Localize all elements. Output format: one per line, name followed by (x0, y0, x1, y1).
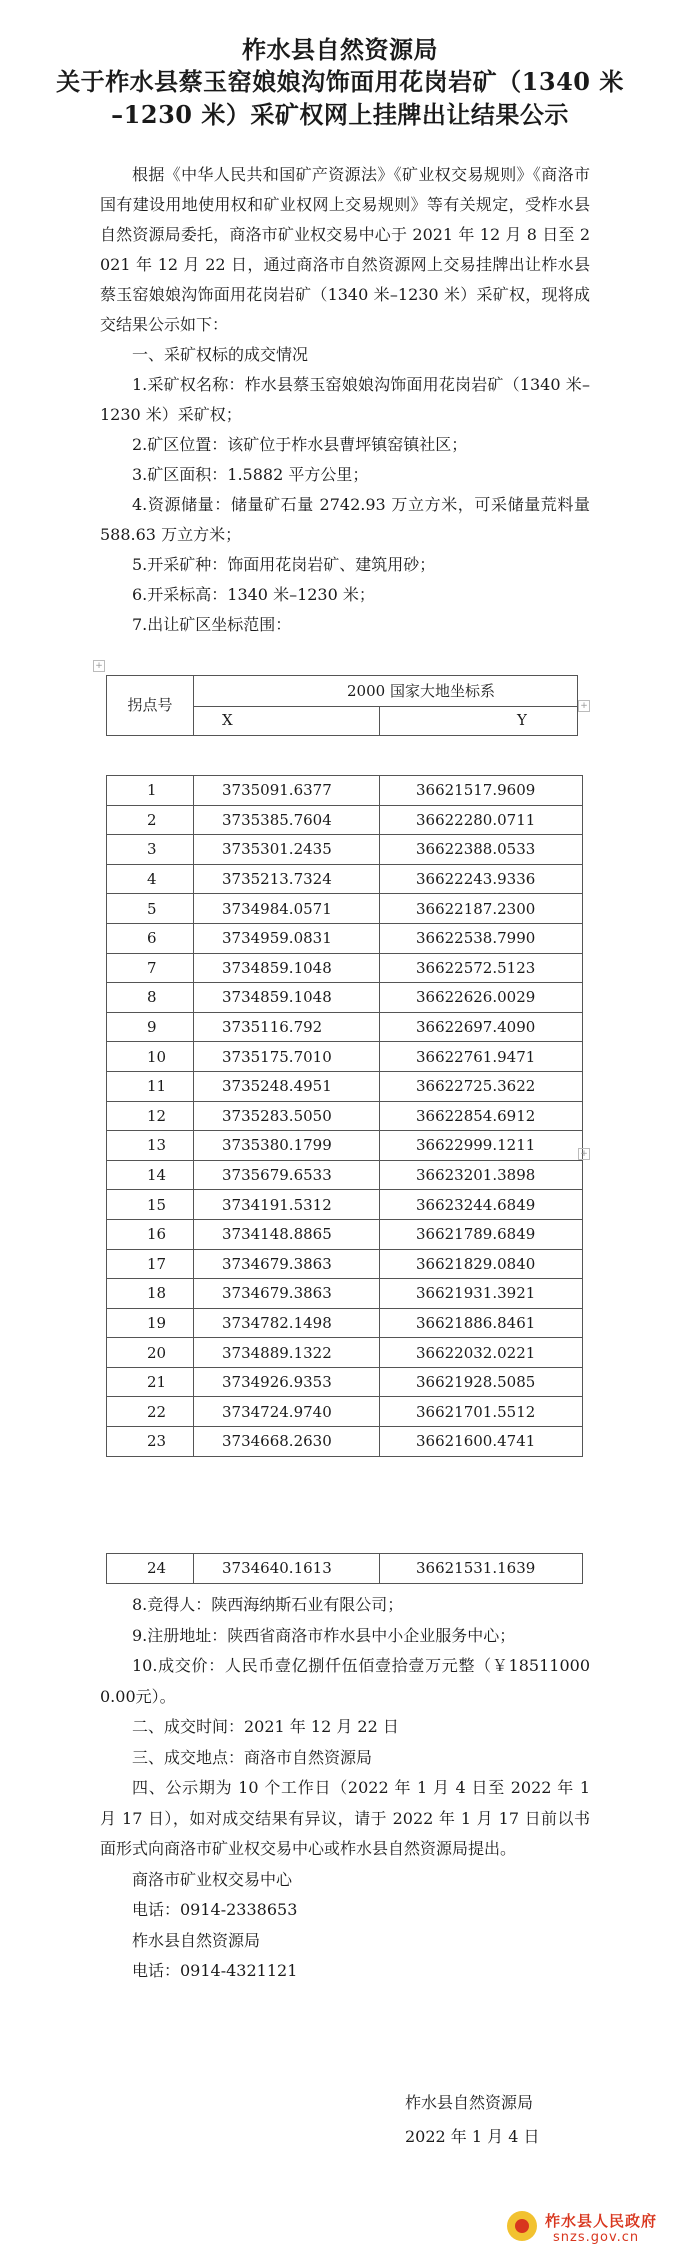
y-coordinate: 36622725.3622 (380, 1071, 583, 1101)
table-row (107, 776, 583, 806)
table-row (107, 1554, 583, 1584)
y-coordinate: 36622697.4090 (380, 1012, 583, 1042)
table-row (107, 1249, 583, 1279)
point-number: 7 (107, 953, 194, 983)
x-coordinate: 3734959.0831 (194, 923, 380, 953)
point-number: 24 (107, 1554, 194, 1584)
x-coordinate: 3735283.5050 (194, 1101, 380, 1131)
table-row (107, 1279, 583, 1309)
table-row (107, 1160, 583, 1190)
point-number: 13 (107, 1131, 194, 1161)
table-row (107, 983, 583, 1013)
table-row (107, 1071, 583, 1101)
table-row (107, 1012, 583, 1042)
y-coordinate: 36621701.5512 (380, 1397, 583, 1427)
y-coordinate: 36621789.6849 (380, 1219, 583, 1249)
y-coordinate: 36622032.0221 (380, 1338, 583, 1368)
table-move-handle-icon[interactable]: + (93, 660, 105, 672)
signature-org: 柞水县自然资源局 (405, 2093, 534, 2112)
section-heading-3: 三、成交地点：商洛市自然资源局 (132, 1747, 373, 1767)
point-number: 16 (107, 1219, 194, 1249)
table-row (107, 953, 583, 983)
table-row (107, 1042, 583, 1072)
point-number: 18 (107, 1279, 194, 1309)
table-row (107, 923, 583, 953)
item-7: 7.出让矿区坐标范围： (132, 615, 292, 634)
point-number: 14 (107, 1160, 194, 1190)
table-row (107, 1131, 583, 1161)
point-number: 1 (107, 776, 194, 806)
point-number: 10 (107, 1042, 194, 1072)
y-coordinate: 36622243.9336 (380, 864, 583, 894)
header-point-label: 拐点号 (107, 676, 194, 735)
table-add-column-icon[interactable]: + (578, 1148, 590, 1160)
intro-paragraph: 根据《中华人民共和国矿产资源法》《矿业权交易规则》《商洛市国有建设用地使用权和矿业权网上交易规则》等有关规定，受柞水县自然资源局委托，商洛市矿业权交易中心于 2021 年 12 月 8 日至 2021 年 12 月 22 日，通过商洛市自然资源网上交易挂牌出让柞水县蔡玉窑娘娘沟饰面用花岗岩矿（1340 米–1230 米）采矿权，现将成交结果公示如下： (100, 165, 590, 334)
x-coordinate: 3734679.3863 (194, 1249, 380, 1279)
government-watermark (507, 2203, 677, 2253)
item-10: 10.成交价：人民币壹亿捌仟伍佰壹拾壹万元整（￥185110000.00元）。 (100, 1656, 590, 1706)
y-coordinate: 36622538.7990 (380, 923, 583, 953)
item-3: 3.矿区面积：1.5882 平方公里； (132, 465, 369, 484)
item-2: 2.矿区位置：该矿位于柞水县曹坪镇窑镇社区； (132, 435, 468, 454)
x-coordinate: 3734889.1322 (194, 1338, 380, 1368)
y-coordinate: 36622187.2300 (380, 894, 583, 924)
issuing-org-title: 柞水县自然资源局 (242, 35, 438, 64)
point-number: 19 (107, 1308, 194, 1338)
point-number: 12 (107, 1101, 194, 1131)
x-coordinate: 3734640.1613 (194, 1554, 380, 1584)
x-coordinate: 3734679.3863 (194, 1279, 380, 1309)
subject-title-line2: –1230 米）采矿权网上挂牌出让结果公示 (111, 100, 569, 129)
x-coordinate: 3734724.9740 (194, 1397, 380, 1427)
item-8: 8.竞得人：陕西海纳斯石业有限公司； (132, 1595, 404, 1614)
y-coordinate: 36623244.6849 (380, 1190, 583, 1220)
x-coordinate: 3734984.0571 (194, 894, 380, 924)
y-coordinate: 36621600.4741 (380, 1427, 583, 1457)
y-coordinate: 36622280.0711 (380, 805, 583, 835)
y-coordinate: 36622626.0029 (380, 983, 583, 1013)
intro-section (100, 160, 590, 640)
point-number: 8 (107, 983, 194, 1013)
y-coordinate: 36622854.6912 (380, 1101, 583, 1131)
y-coordinate: 36621829.0840 (380, 1249, 583, 1279)
point-number: 15 (107, 1190, 194, 1220)
item-9: 9.注册地址：陕西省商洛市柞水县中小企业服务中心； (132, 1625, 516, 1645)
table-row (107, 1338, 583, 1368)
y-coordinate: 36621928.5085 (380, 1367, 583, 1397)
point-number: 22 (107, 1397, 194, 1427)
contact-phone-2: 电话：0914-4321121 (132, 1961, 298, 1980)
section-heading-1: 一、采矿权标的成交情况 (132, 345, 309, 364)
section-heading-2: 二、成交时间：2021 年 12 月 22 日 (132, 1717, 399, 1736)
y-coordinate: 36622999.1211 (380, 1131, 583, 1161)
point-number: 3 (107, 835, 194, 865)
table-row (107, 1397, 583, 1427)
y-coordinate: 36621517.9609 (380, 776, 583, 806)
x-coordinate: 3734148.8865 (194, 1219, 380, 1249)
point-number: 20 (107, 1338, 194, 1368)
x-coordinate: 3734191.5312 (194, 1190, 380, 1220)
table-add-column-icon[interactable]: + (578, 700, 590, 712)
contact-org-1: 商洛市矿业权交易中心 (132, 1869, 293, 1889)
contact-org-2: 柞水县自然资源局 (132, 1930, 261, 1950)
table-row (107, 894, 583, 924)
item-6: 6.开采标高：1340 米–1230 米； (132, 585, 375, 604)
x-coordinate: 3734859.1048 (194, 983, 380, 1013)
table-row (107, 835, 583, 865)
x-coordinate: 3735175.7010 (194, 1042, 380, 1072)
subject-title-line1: 关于柞水县蔡玉窑娘娘沟饰面用花岗岩矿（1340 米 (56, 67, 624, 96)
x-coordinate: 3734926.9353 (194, 1367, 380, 1397)
x-coordinate: 3735380.1799 (194, 1131, 380, 1161)
y-coordinate: 36622761.9471 (380, 1042, 583, 1072)
table-row (107, 1219, 583, 1249)
table-row (107, 805, 583, 835)
table-row (107, 1190, 583, 1220)
header-y: Y (517, 711, 527, 729)
table-row (107, 1427, 583, 1457)
coordinate-table-header (106, 675, 578, 736)
item-1: 1.采矿权名称：柞水县蔡玉窑娘娘沟饰面用花岗岩矿（1340 米–1230 米）采矿权； (100, 375, 590, 424)
point-number: 21 (107, 1367, 194, 1397)
point-number: 11 (107, 1071, 194, 1101)
point-number: 2 (107, 805, 194, 835)
x-coordinate: 3734668.2630 (194, 1427, 380, 1457)
coordinate-table (106, 775, 583, 1457)
x-coordinate: 3735091.6377 (194, 776, 380, 806)
section-heading-4: 四、公示期为 10 个工作日（2022 年 1 月 4 日至 2022 年 1 月 17 日），如对成交结果有异议，请于 2022 年 1 月 17 日前以书面形式向商洛市矿业权交易中心或柞水县自然资源局提出。 (100, 1778, 590, 1858)
x-coordinate: 3735385.7604 (194, 805, 380, 835)
watermark-name: 柞水县人民政府 (545, 2212, 658, 2230)
signature-date: 2022 年 1 月 4 日 (405, 2127, 540, 2146)
x-coordinate: 3735301.2435 (194, 835, 380, 865)
y-coordinate: 36621931.3921 (380, 1279, 583, 1309)
coordinate-table-continued (106, 1553, 583, 1584)
table-row (107, 1101, 583, 1131)
header-coordinate-system: 2000 国家大地坐标系 (194, 676, 577, 707)
point-number: 6 (107, 923, 194, 953)
point-number: 5 (107, 894, 194, 924)
y-coordinate: 36621531.1639 (380, 1554, 583, 1584)
table-row (107, 1308, 583, 1338)
x-coordinate: 3735116.792 (194, 1012, 380, 1042)
point-number: 9 (107, 1012, 194, 1042)
table-row (107, 864, 583, 894)
point-number: 17 (107, 1249, 194, 1279)
point-number: 4 (107, 864, 194, 894)
x-coordinate: 3734782.1498 (194, 1308, 380, 1338)
contact-phone-1: 电话：0914-2338653 (132, 1900, 298, 1919)
item-4: 4.资源储量：储量矿石量 2742.93 万立方米，可采储量荒料量 588.63 万立方米； (100, 495, 590, 544)
x-coordinate: 3735248.4951 (194, 1071, 380, 1101)
y-coordinate: 36622388.0533 (380, 835, 583, 865)
header-x: X (194, 706, 380, 735)
point-number: 23 (107, 1427, 194, 1457)
emblem-icon (507, 2211, 537, 2241)
details-section (100, 1590, 590, 1987)
x-coordinate: 3735679.6533 (194, 1160, 380, 1190)
y-coordinate: 36622572.5123 (380, 953, 583, 983)
y-coordinate: 36623201.3898 (380, 1160, 583, 1190)
x-coordinate: 3734859.1048 (194, 953, 380, 983)
watermark-url: snzs.gov.cn (553, 2230, 640, 2245)
table-row (107, 1367, 583, 1397)
y-coordinate: 36621886.8461 (380, 1308, 583, 1338)
item-5: 5.开采矿种：饰面用花岗岩矿、建筑用砂； (132, 555, 436, 574)
x-coordinate: 3735213.7324 (194, 864, 380, 894)
